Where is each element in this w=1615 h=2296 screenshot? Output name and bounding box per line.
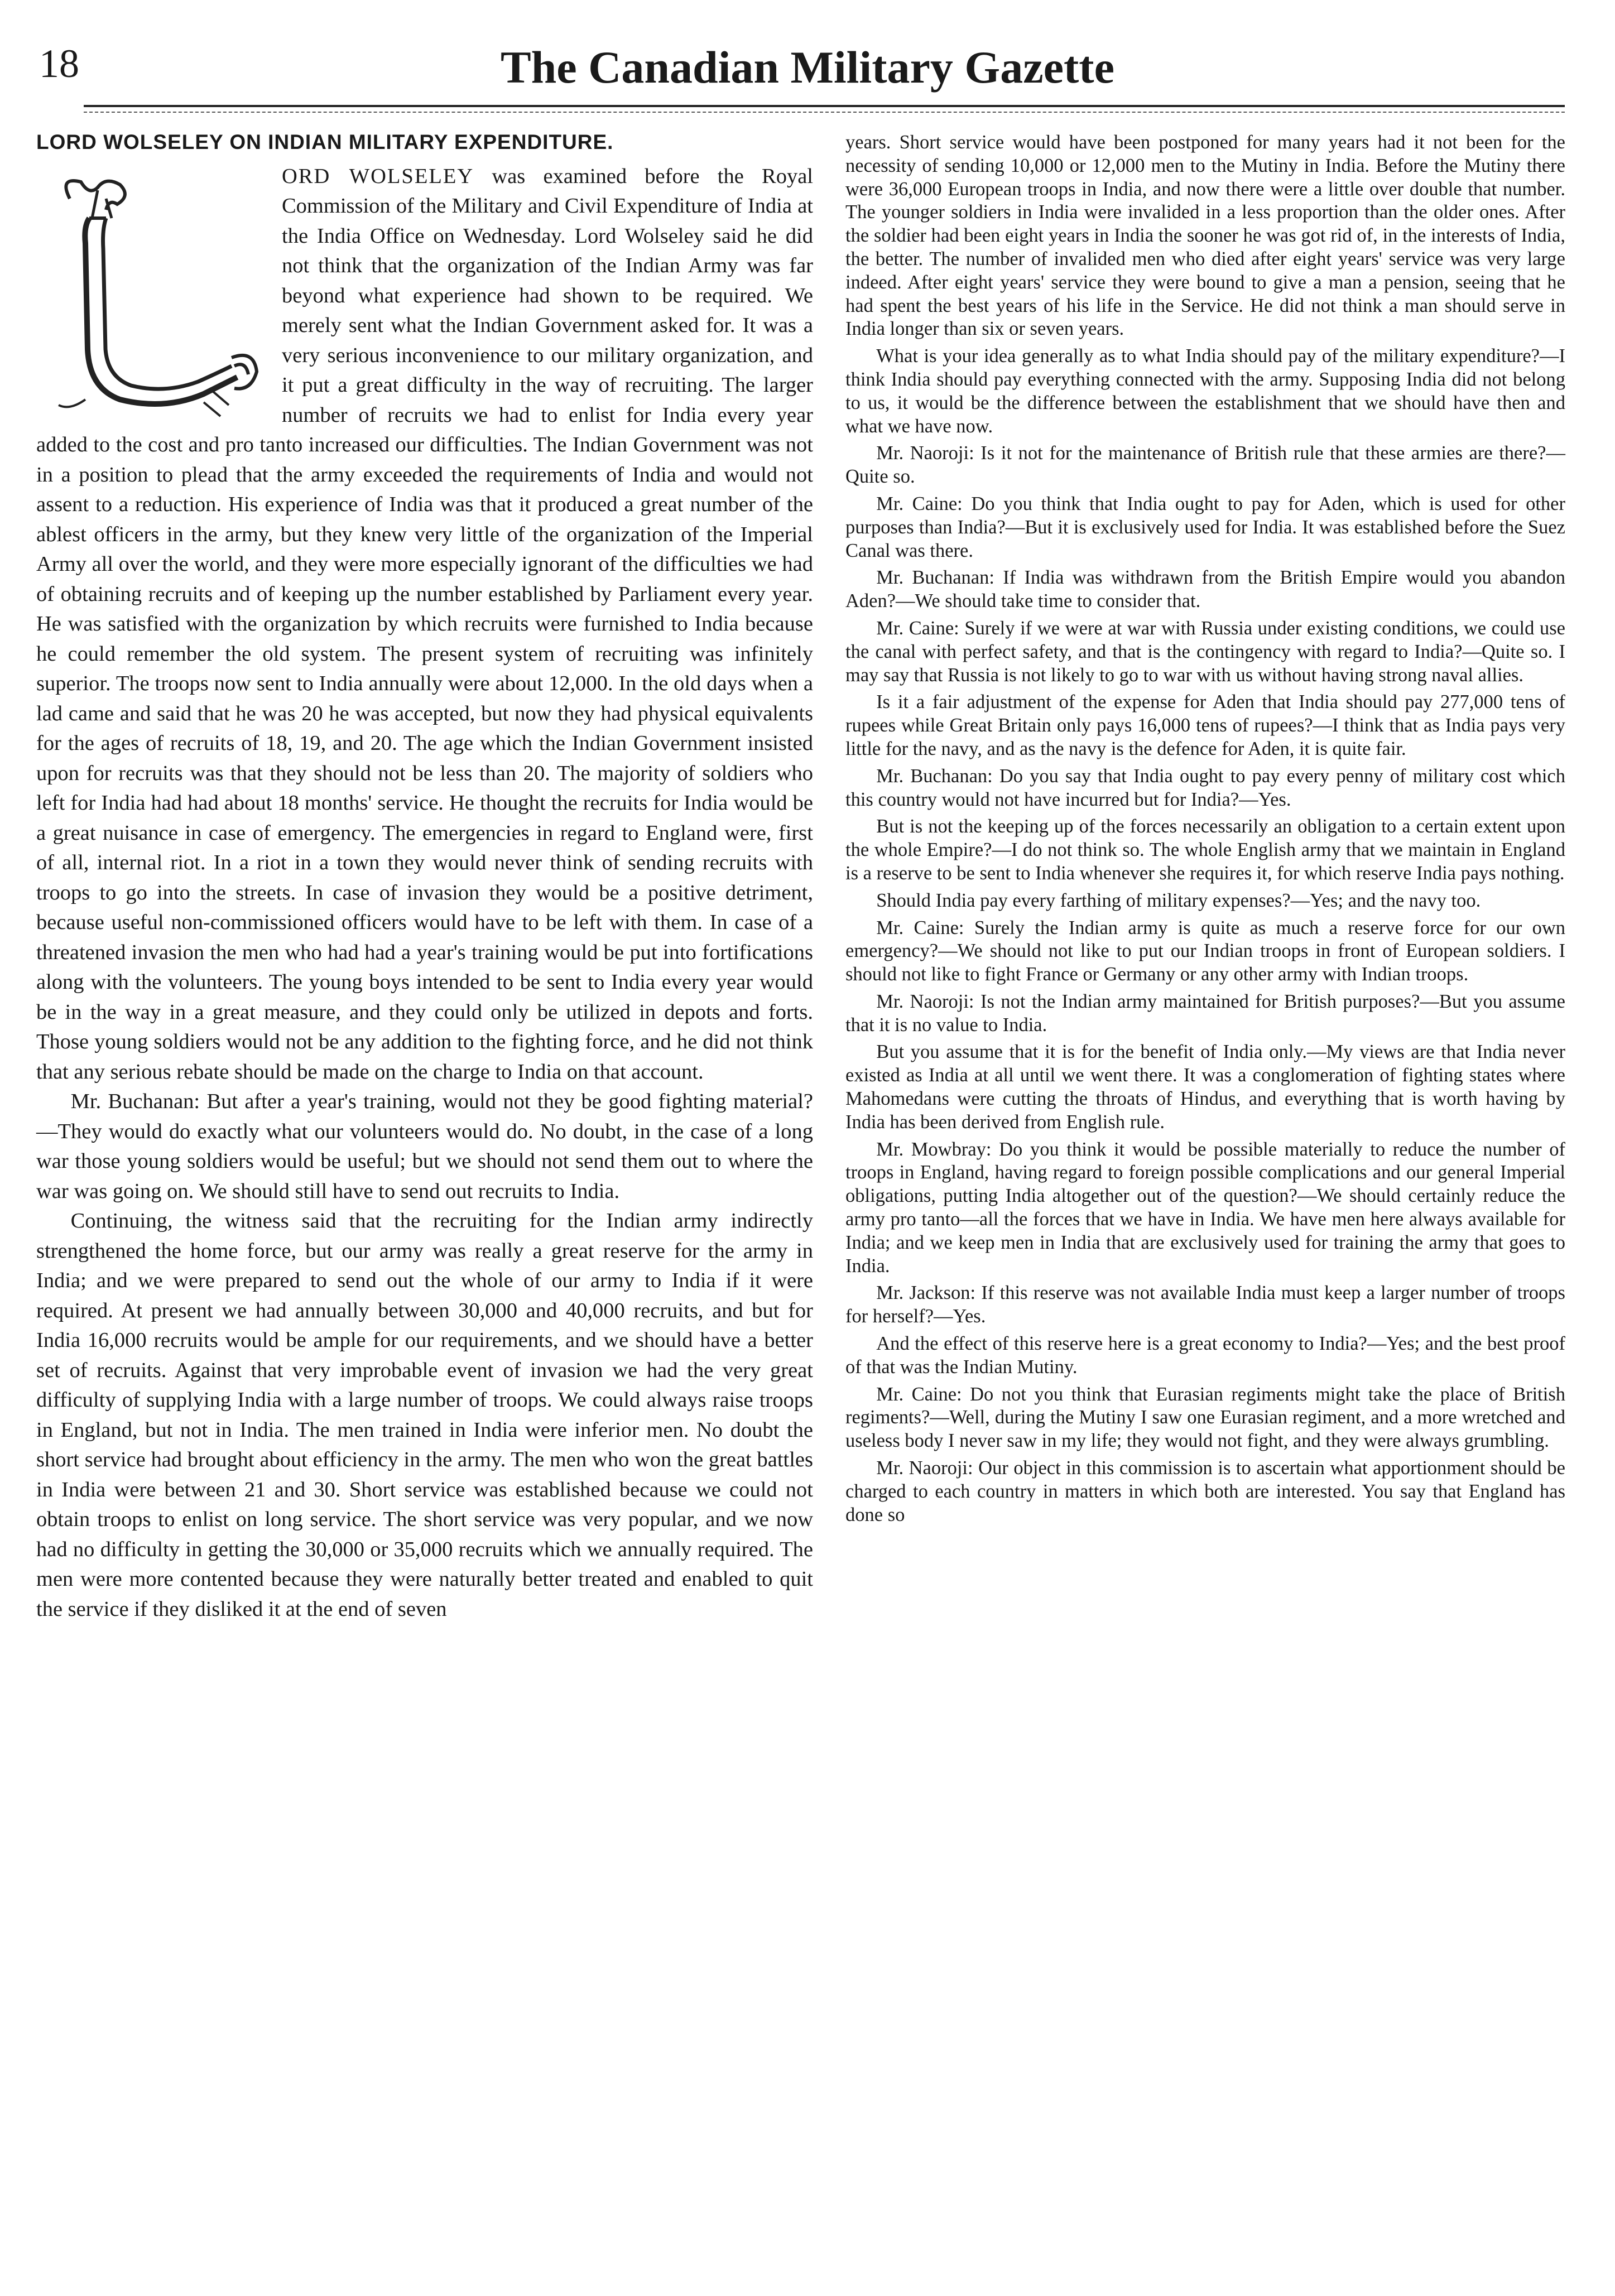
left-column (36, 131, 813, 1624)
paragraph: Mr. Caine: Do you think that India ought to pay for Aden, which is used for other purposes than India?—But it is exclusively used for India. It was established before the Suez Canal was there. (845, 493, 1565, 561)
article-title: LORD WOLSELEY ON INDIAN MILITARY EXPENDITURE. (36, 131, 614, 153)
header-rule-dashed (84, 112, 1565, 113)
paragraph-text: was examined before the Royal Commission of the Military and Civil Expenditure of India at the India Office on Wednesday. Lord Wolseley said he did not think that the organization of the Indian Army was far beyond what experience had shown to be required. We merely sent what the Indian Government asked for. It was a very serious inconvenience to our military organization, and it put a great difficulty in the way of recruiting. The larger number of recruits we had to enlist for India every year added to the cost and pro tanto increased our difficulties. The Indian Government was not in a position to plead that the army exceeded the requirements of India and would not assent to a reduction. His experience of India was that it produced a great number of the ablest officers in the army, but they knew very little of the organization of the Imperial Army all over the world, and they were more especially ignorant of the difficulties we had of obtaining recruits and of keeping up the number established by Parliament every year. He was satisfied with the organization by which recruits were furnished to India because he could remember the old system. The present system of recruiting was infinitely superior. The troops now sent to India annually were about 12,000. In the old days when a lad came and said that he was 20 he was accepted, but now they had physical equivalents for the ages of recruits of 18, 19, and 20. The age which the Indian Government insisted upon for recruits was that they should not be less than 20. The majority of soldiers who left for India had had about 18 months' service. He thought the recruits for India would be a great nuisance in case of emergency. The emergencies in regard to England were, first of all, internal riot. In a riot in a town they would never think of sending recruits with troops to go into the streets. In case of invasion they would be a positive detriment, because useful non-commissioned officers would have to be left with them. In case of a threatened invasion the men who had had a year's training would be put into fortifications along with the volunteers. The young boys intended to be sent to India every year would be in the way in a great measure, and they could only be utilized in depots and forts. Those young soldiers would not be any addition to the fighting force, and he did not think that any serious rebate should be made on the charge to India on that account. (36, 164, 813, 1084)
paragraph: Mr. Naoroji: Our object in this commission is to ascertain what apportionment should be charged to each country in matters in which both are interested. You say that England has done so (845, 1457, 1565, 1525)
paragraph: And the effect of this reserve here is a great economy to India?—Yes; and the best proof of that was the Indian Mutiny. (845, 1333, 1565, 1378)
paragraph: Mr. Buchanan: Do you say that India ought to pay every penny of military cost which this country would not have incurred but for India?—Yes. (845, 765, 1565, 810)
paragraph-continued: years. Short service would have been postponed for many years had it not been for the necessity of sending 10,000 or 12,000 men to the Mutiny in India. Before the Mutiny there were 36,000 European troops in India, and now there were a little over double that number. The younger soldiers in India were invalided in a less proportion than the older ones. After the soldier had been eight years in India the sooner he was got rid of, in the interests of India, the better. The number of invalided men who died after eight years' service was very large indeed. After eight years' service they were bound to give a man a pension, seeing that he had spent the best years of his life in the Service. He did not think a man should serve in India longer than six or seven years. (845, 132, 1565, 340)
paragraph: Continuing, the witness said that the recruiting for the Indian army indirectly strengthened the home force, but our army was really a great reserve for the army in India; and we were prepared to send out the whole of our army to India if it were required. At present we had annually between 30,000 and 40,000 recruits, and but for India 16,000 recruits would be ample for our requirements, and we should have a better set of recruits. Against that very improbable event of invasion we had the very great difficulty of supplying India with a large number of troops. We could always raise troops in England, but not in India. The men trained in India were inferior men. No doubt the short service had brought about efficiency in the army. The men who won the great battles in India were between 21 and 30. Short service was established because we could not obtain troops to enlist on long service. The short service was very popular, and we now had no difficulty in getting the 30,000 or 35,000 recruits which we annually required. The men were more contented because they were naturally better treated and enabled to quit the service if they disliked it at the end of seven (36, 1209, 813, 1621)
paragraph: But is not the keeping up of the forces necessarily an obligation to a certain extent upon the whole Empire?—I do not think so. The whole English army that we maintain in England is a reserve to be sent to India whenever she requires it, for which reserve India pays nothing. (845, 816, 1565, 884)
paragraph: Mr. Jackson: If this reserve was not available India must keep a larger number of troops for herself?—Yes. (845, 1282, 1565, 1327)
right-column (845, 131, 1565, 1530)
lead-first-word: ORD WOLSELEY (282, 164, 474, 188)
header-rule (84, 105, 1565, 107)
paragraph: Mr. Naoroji: Is it not for the maintenance of British rule that these armies are there?—Quite so. (845, 442, 1565, 488)
paragraph: Should India pay every farthing of military expenses?—Yes; and the navy too. (876, 889, 1481, 911)
paragraph: But you assume that it is for the benefit of India only.—My views are that India never existed as India at all until we went there. It was a conglomeration of fighting states where Mahomedans were cutting the throats of Hindus, and everything that is worth having by India has been derived from English rule. (845, 1041, 1565, 1133)
paragraph: Is it a fair adjustment of the expense for Aden that India should pay 277,000 tens of rupees while Great Britain only pays 16,000 tens of rupees?—I think that as India pays very little for the navy, and as the navy is the defence for Aden, it is quite fair. (845, 691, 1565, 759)
paragraph: Mr. Caine: Do not you think that Eurasian regiments might take the place of British regiments?—Well, during the Mutiny I saw one Eurasian regiment, and a more wretched and useless body I never saw in my life; they would not fight, and they were always grumbling. (845, 1383, 1565, 1452)
paragraph: Mr. Mowbray: Do you think it would be possible materially to reduce the number of troops in England, having regard to foreign possible complications and our general Imperial obligations, putting India altogether out of the question?—We should certainly reduce the army pro tanto—all the forces that we have in India. We have men here always available for India; and we keep men in India that are exclusively used for training the army that goes to India. (845, 1138, 1565, 1277)
paragraph: What is your idea generally as to what India should pay of the military expenditure?—I think India should pay everything connected with the army. Supposing India did not belong to us, it would be the difference between the establishment that we should have then and what we have now. (845, 345, 1565, 437)
paragraph: Mr. Caine: Surely if we were at war with Russia under existing conditions, we could use the canal with perfect safety, and that is the contingency with regard to India?—Quite so. I may say that Russia is not likely to go to war with us without having strong naval allies. (845, 617, 1565, 686)
drop-cap-letter-l (36, 165, 271, 427)
publication-title: The Canadian Military Gazette (500, 42, 1115, 93)
paragraph: Mr. Caine: Surely the Indian army is quite as much a reserve force for our own emergency?—We should not like to put our Indian troops in front of European soldiers. I should not like to fight France or Germany or any other army with Indian troops. (845, 917, 1565, 985)
paragraph: Mr. Buchanan: If India was withdrawn from the British Empire would you abandon Aden?—We should take time to consider that. (845, 567, 1565, 612)
page-number: 18 (39, 41, 79, 86)
paragraph: Mr. Naoroji: Is not the Indian army maintained for British purposes?—But you assume that it is no value to India. (845, 990, 1565, 1036)
paragraph: Mr. Buchanan: But after a year's training, would not they be good fighting material?—They would do exactly what our volunteers would do. No doubt, in the case of a long war those young soldiers would be useful; but we should not send them out to where the war was going on. We should still have to send out recruits to India. (36, 1090, 813, 1203)
